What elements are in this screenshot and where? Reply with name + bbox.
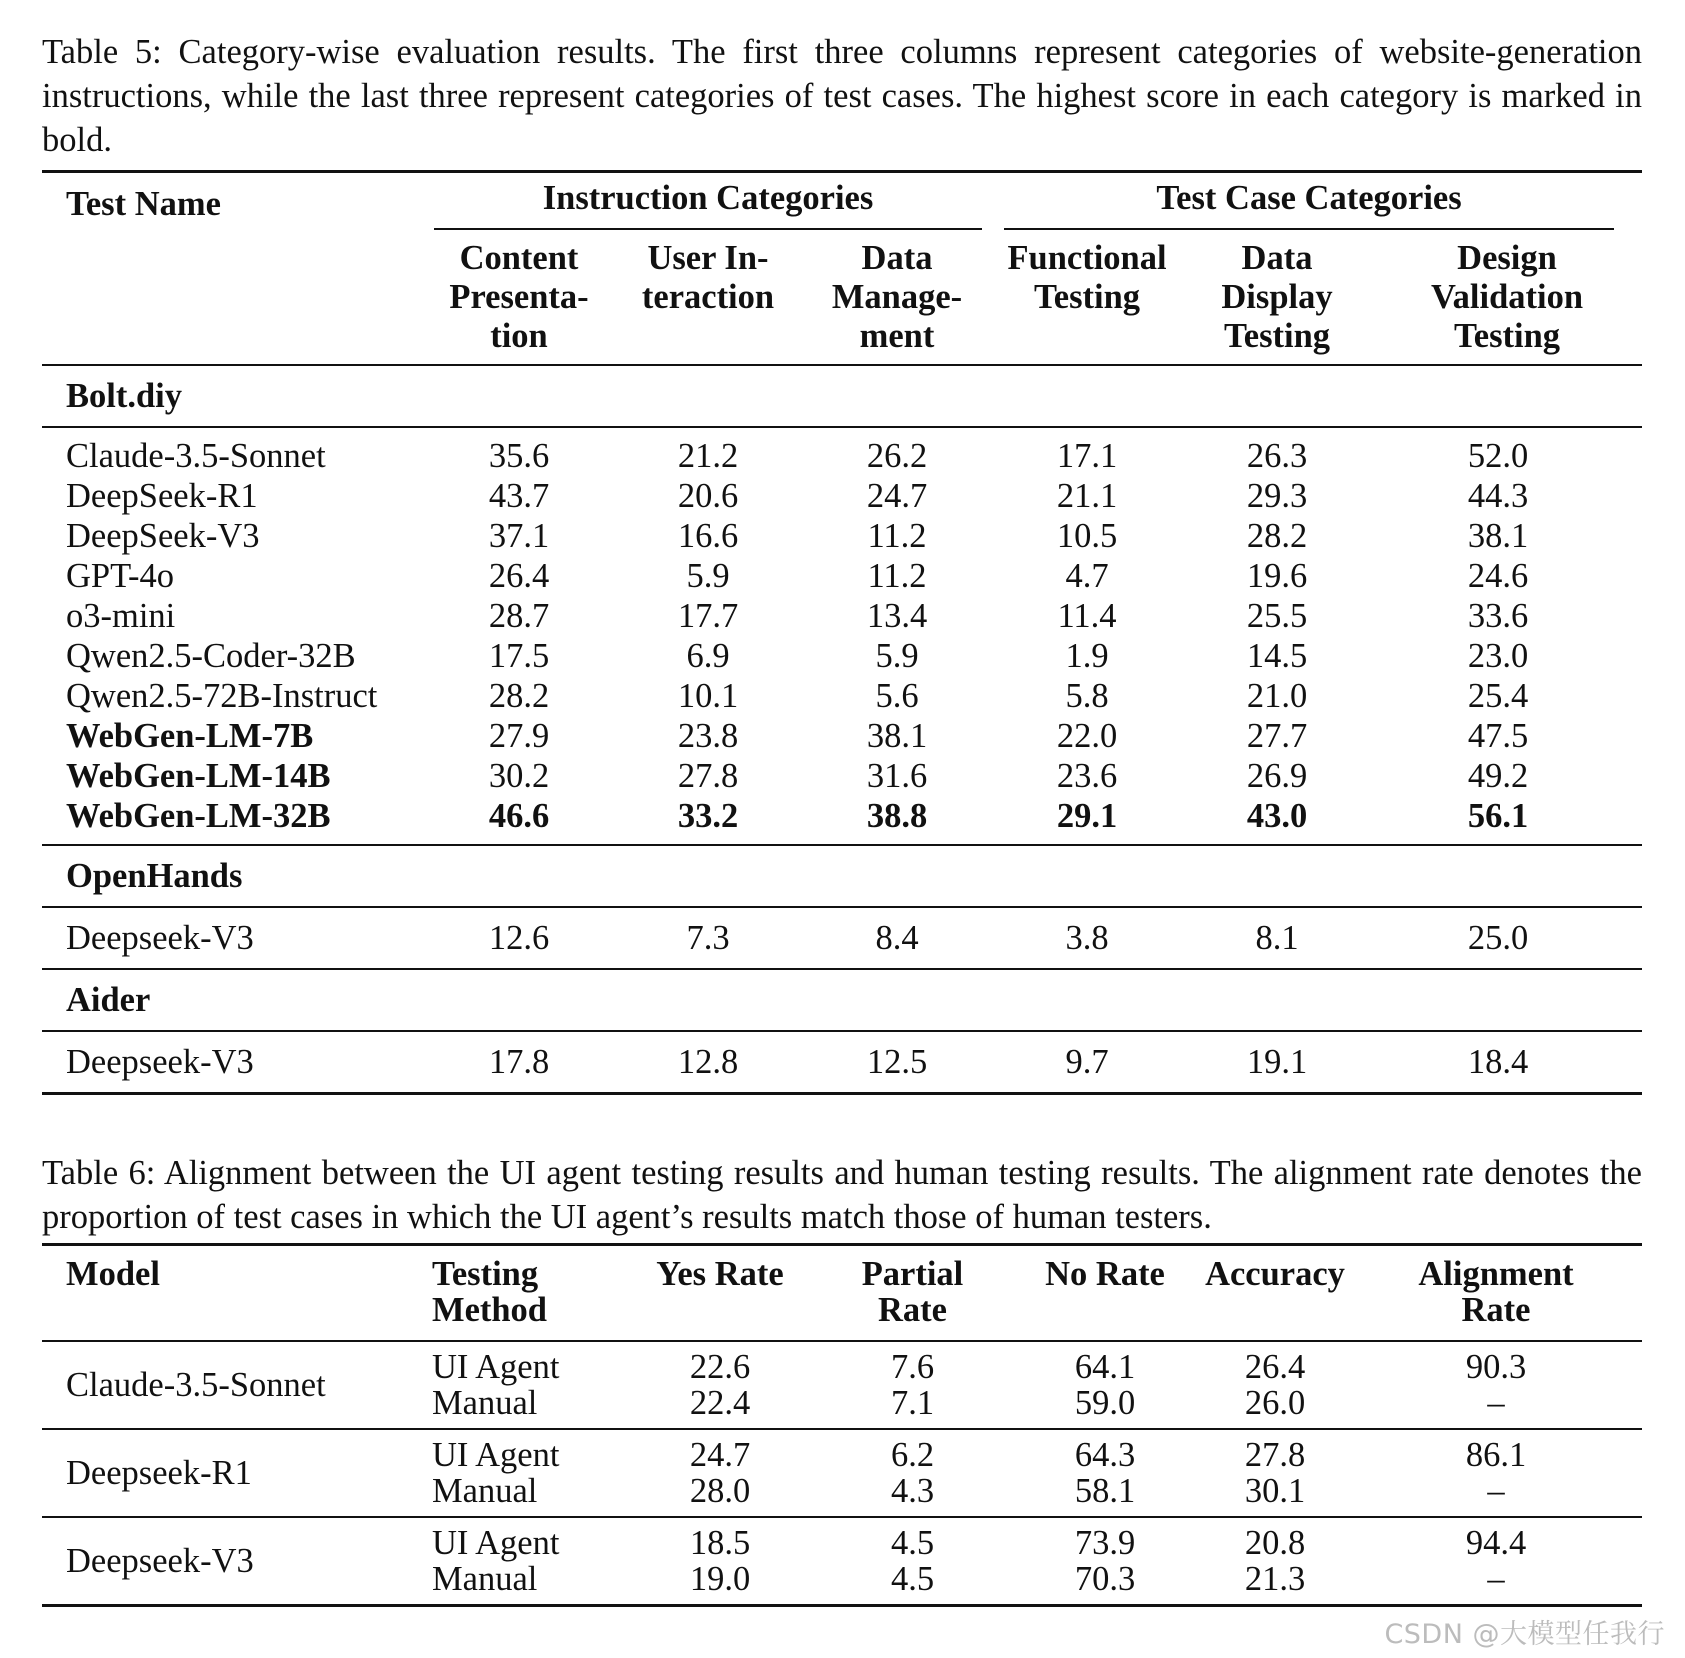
method-value: Manual — [432, 1560, 538, 1598]
score-cell: 37.1 — [488, 517, 550, 555]
score-cell: 26.9 — [1246, 757, 1308, 795]
column-header-line: Functional — [1007, 239, 1167, 277]
cell-method — [430, 1429, 625, 1517]
model-name: WebGen-LM-7B — [66, 717, 314, 755]
score-cell: 25.5 — [1246, 597, 1308, 635]
model-name: WebGen-LM-32B — [66, 797, 331, 835]
score-cell: 12.6 — [488, 919, 550, 957]
cell-method — [430, 1341, 625, 1429]
score-cell: 25.0 — [1467, 919, 1529, 957]
model-name: Deepseek-V3 — [66, 919, 254, 957]
score-cell: 29.1 — [1056, 797, 1118, 835]
partial-value: 6.2 — [890, 1436, 935, 1474]
score-cell: 19.6 — [1246, 557, 1308, 595]
score-cell: 38.8 — [866, 797, 928, 835]
alignment-value: – — [1487, 1472, 1505, 1510]
score-cell: 23.0 — [1467, 637, 1529, 675]
table-row — [42, 636, 1642, 676]
yes-value: 22.4 — [689, 1384, 751, 1422]
score-cell: 26.4 — [488, 557, 550, 595]
score-cell: 56.1 — [1467, 797, 1529, 835]
table-row — [42, 908, 1642, 969]
bottom-rule — [42, 1094, 1642, 1096]
partial-value: 4.3 — [890, 1472, 935, 1510]
score-cell: 17.5 — [488, 637, 550, 675]
score-cell: 17.1 — [1056, 437, 1118, 475]
no-value: 73.9 — [1074, 1524, 1136, 1562]
section-header-row — [42, 846, 1642, 907]
score-cell: 17.8 — [488, 1043, 550, 1081]
yes-value: 28.0 — [689, 1472, 751, 1510]
score-cell: 3.8 — [1065, 919, 1109, 957]
accuracy-value: 26.4 — [1244, 1348, 1306, 1386]
score-cell: 5.9 — [686, 557, 730, 595]
column-header-line: Testing — [432, 1255, 539, 1293]
score-cell: 26.3 — [1246, 437, 1308, 475]
table6-caption: Table 6: Alignment between the UI agent testing results and human testing results. The alignment rate denotes the proportion of test cases in which the UI agent’s results match those of human testers. — [42, 1154, 1642, 1236]
table-row-group — [42, 1341, 1642, 1429]
table-row — [42, 476, 1642, 516]
column-header-1 — [430, 1246, 625, 1341]
test-name-header: Test Name — [66, 185, 221, 223]
cell-accuracy — [1200, 1517, 1350, 1606]
table-row — [42, 676, 1642, 716]
partial-value: 4.5 — [890, 1524, 935, 1562]
score-cell: 4.7 — [1065, 557, 1109, 595]
section-header-row — [42, 970, 1642, 1031]
test-case-categories-header: Test Case Categories — [1004, 176, 1614, 230]
table-row — [42, 796, 1642, 845]
column-header-line: teraction — [641, 278, 775, 316]
score-cell: 27.9 — [488, 717, 550, 755]
cell-alignment — [1350, 1429, 1642, 1517]
alignment-value: – — [1487, 1560, 1505, 1598]
table5-caption: Table 5: Category-wise evaluation results. The first three columns represent categories of website-generation instructions, while the last three represent categories of test cases. The highest score in each category is marked in bold. — [42, 33, 1642, 159]
model-name: Deepseek-V3 — [66, 1542, 254, 1580]
score-cell: 38.1 — [866, 717, 928, 755]
column-header-5 — [1200, 1246, 1350, 1341]
score-cell: 27.8 — [677, 757, 739, 795]
partial-value: 7.1 — [890, 1384, 935, 1422]
column-header-line: No Rate — [1045, 1255, 1165, 1293]
score-cell: 6.9 — [686, 637, 730, 675]
no-value: 64.1 — [1074, 1348, 1136, 1386]
table-row — [42, 516, 1642, 556]
score-cell: 46.6 — [488, 797, 550, 835]
no-value: 70.3 — [1074, 1560, 1136, 1598]
score-cell: 1.9 — [1065, 637, 1109, 675]
accuracy-value: 26.0 — [1244, 1384, 1306, 1422]
method-value: Manual — [432, 1384, 538, 1422]
cell-accuracy — [1200, 1341, 1350, 1429]
score-cell: 27.7 — [1246, 717, 1308, 755]
column-header-line: Testing — [1033, 278, 1141, 316]
column-header-line: Design — [1457, 239, 1557, 277]
column-header-6 — [1372, 233, 1642, 365]
model-name: Deepseek-R1 — [66, 1454, 252, 1492]
accuracy-value: 20.8 — [1244, 1524, 1306, 1562]
cell-alignment — [1350, 1517, 1642, 1606]
column-header-3 — [815, 1246, 1010, 1341]
column-header-line: tion — [490, 317, 548, 355]
partial-value: 4.5 — [890, 1560, 935, 1598]
score-cell: 11.4 — [1057, 597, 1117, 635]
column-header-4 — [1010, 1246, 1200, 1341]
score-cell: 49.2 — [1467, 757, 1529, 795]
table-row-group — [42, 1517, 1642, 1606]
method-value: Manual — [432, 1472, 538, 1510]
score-cell: 10.5 — [1056, 517, 1118, 555]
score-cell: 38.1 — [1467, 517, 1529, 555]
column-header-3 — [802, 233, 992, 365]
model-name: GPT-4o — [66, 557, 174, 595]
cell-yes — [625, 1429, 815, 1517]
table-row — [42, 756, 1642, 796]
score-cell: 7.3 — [686, 919, 730, 957]
table5 — [42, 170, 1642, 1095]
score-cell: 23.6 — [1056, 757, 1118, 795]
column-header-line: ment — [859, 317, 935, 355]
yes-value: 18.5 — [689, 1524, 751, 1562]
cell-alignment — [1350, 1341, 1642, 1429]
score-cell: 30.2 — [488, 757, 550, 795]
cell-partial — [815, 1429, 1010, 1517]
method-value: UI Agent — [432, 1348, 560, 1386]
column-header-1 — [424, 233, 614, 365]
column-header-5 — [1182, 233, 1372, 365]
alignment-value: – — [1487, 1384, 1505, 1422]
partial-value: 7.6 — [890, 1348, 935, 1386]
table-row-group — [42, 1429, 1642, 1517]
accuracy-value: 30.1 — [1244, 1472, 1306, 1510]
model-name: Claude-3.5-Sonnet — [66, 1366, 326, 1404]
no-value: 59.0 — [1074, 1384, 1136, 1422]
no-value: 58.1 — [1074, 1472, 1136, 1510]
score-cell: 14.5 — [1246, 637, 1308, 675]
score-cell: 33.2 — [677, 797, 739, 835]
section-name: Bolt.diy — [66, 376, 182, 415]
column-header-line: Alignment — [1418, 1255, 1574, 1293]
score-cell: 13.4 — [866, 597, 928, 635]
model-name: Deepseek-V3 — [66, 1043, 254, 1081]
alignment-value: 94.4 — [1465, 1524, 1527, 1562]
score-cell: 28.2 — [488, 677, 550, 715]
column-header-2 — [614, 233, 802, 365]
column-header-line: Testing — [1223, 317, 1331, 355]
column-header-line: Yes Rate — [656, 1255, 784, 1293]
score-cell: 19.1 — [1246, 1043, 1308, 1081]
section-header-row — [42, 366, 1642, 427]
score-cell: 43.7 — [488, 477, 550, 515]
accuracy-value: 27.8 — [1244, 1436, 1306, 1474]
table-row — [42, 716, 1642, 756]
column-header-line: Partial — [861, 1255, 964, 1293]
table-row — [42, 428, 1642, 476]
model-name: o3-mini — [66, 597, 176, 635]
csdn-watermark: CSDN @大模型任我行 — [1384, 1619, 1665, 1650]
alignment-value: 86.1 — [1465, 1436, 1527, 1474]
score-cell: 5.8 — [1065, 677, 1109, 715]
column-header-6 — [1350, 1246, 1642, 1341]
cell-yes — [625, 1341, 815, 1429]
column-header-line: Rate — [1461, 1291, 1531, 1329]
score-cell: 44.3 — [1467, 477, 1529, 515]
model-name: DeepSeek-R1 — [66, 477, 258, 515]
model-name: Qwen2.5-72B-Instruct — [66, 677, 378, 715]
score-cell: 24.6 — [1467, 557, 1529, 595]
cell-partial — [815, 1341, 1010, 1429]
column-header-line: Rate — [878, 1291, 947, 1329]
score-cell: 21.0 — [1246, 677, 1308, 715]
score-cell: 23.8 — [677, 717, 739, 755]
column-header-line: Display — [1221, 278, 1333, 316]
score-cell: 43.0 — [1246, 797, 1308, 835]
column-header-line: Data — [1241, 239, 1313, 277]
cell-method — [430, 1517, 625, 1606]
table6 — [42, 1243, 1642, 1607]
no-value: 64.3 — [1074, 1436, 1136, 1474]
column-header-line: User In- — [647, 239, 769, 277]
cell-accuracy — [1200, 1429, 1350, 1517]
score-cell: 24.7 — [866, 477, 928, 515]
score-cell: 47.5 — [1467, 717, 1529, 755]
model-name: WebGen-LM-14B — [66, 757, 331, 795]
column-header-line: Content — [459, 239, 579, 277]
score-cell: 28.2 — [1246, 517, 1308, 555]
column-header-line: Method — [432, 1291, 547, 1329]
paper-page — [42, 30, 1642, 1607]
score-cell: 18.4 — [1467, 1043, 1529, 1081]
cell-yes — [625, 1517, 815, 1606]
cell-partial — [815, 1517, 1010, 1606]
alignment-value: 90.3 — [1465, 1348, 1527, 1386]
column-header-line: Manage- — [831, 278, 963, 316]
model-name: Claude-3.5-Sonnet — [66, 437, 326, 475]
score-cell: 5.6 — [875, 677, 919, 715]
column-header-2 — [625, 1246, 815, 1341]
yes-value: 19.0 — [689, 1560, 751, 1598]
model-name: DeepSeek-V3 — [66, 517, 260, 555]
method-value: UI Agent — [432, 1436, 560, 1474]
column-header-line: Presenta- — [449, 278, 589, 316]
model-name: Qwen2.5-Coder-32B — [66, 637, 356, 675]
score-cell: 10.1 — [677, 677, 739, 715]
section-name: Aider — [66, 980, 151, 1019]
score-cell: 25.4 — [1467, 677, 1529, 715]
score-cell: 16.6 — [677, 517, 739, 555]
score-cell: 35.6 — [488, 437, 550, 475]
yes-value: 24.7 — [689, 1436, 751, 1474]
column-header-line: Accuracy — [1205, 1255, 1345, 1293]
column-header-line: Data — [861, 239, 933, 277]
score-cell: 52.0 — [1467, 437, 1529, 475]
score-cell: 31.6 — [866, 757, 928, 795]
score-cell: 33.6 — [1467, 597, 1529, 635]
table-row — [42, 1032, 1642, 1094]
score-cell: 8.4 — [875, 919, 919, 957]
score-cell: 8.1 — [1255, 919, 1299, 957]
score-cell: 12.8 — [677, 1043, 739, 1081]
score-cell: 11.2 — [867, 557, 927, 595]
column-header-line: Testing — [1453, 317, 1561, 355]
instruction-categories-header: Instruction Categories — [434, 176, 982, 230]
cell-no — [1010, 1429, 1200, 1517]
method-value: UI Agent — [432, 1524, 560, 1562]
section-name: OpenHands — [66, 856, 243, 895]
column-header-4 — [992, 233, 1182, 365]
model-header: Model — [66, 1255, 160, 1293]
column-header-line: Validation — [1430, 278, 1584, 316]
score-cell: 12.5 — [866, 1043, 928, 1081]
table-row — [42, 556, 1642, 596]
accuracy-value: 21.3 — [1244, 1560, 1306, 1598]
score-cell: 9.7 — [1065, 1043, 1109, 1081]
score-cell: 26.2 — [866, 437, 928, 475]
table-row — [42, 596, 1642, 636]
score-cell: 17.7 — [677, 597, 739, 635]
score-cell: 28.7 — [488, 597, 550, 635]
score-cell: 21.2 — [677, 437, 739, 475]
score-cell: 5.9 — [875, 637, 919, 675]
yes-value: 22.6 — [689, 1348, 751, 1386]
score-cell: 21.1 — [1056, 477, 1118, 515]
score-cell: 20.6 — [677, 477, 739, 515]
score-cell: 22.0 — [1056, 717, 1118, 755]
cell-no — [1010, 1517, 1200, 1606]
score-cell: 11.2 — [867, 517, 927, 555]
score-cell: 29.3 — [1246, 477, 1308, 515]
cell-no — [1010, 1341, 1200, 1429]
